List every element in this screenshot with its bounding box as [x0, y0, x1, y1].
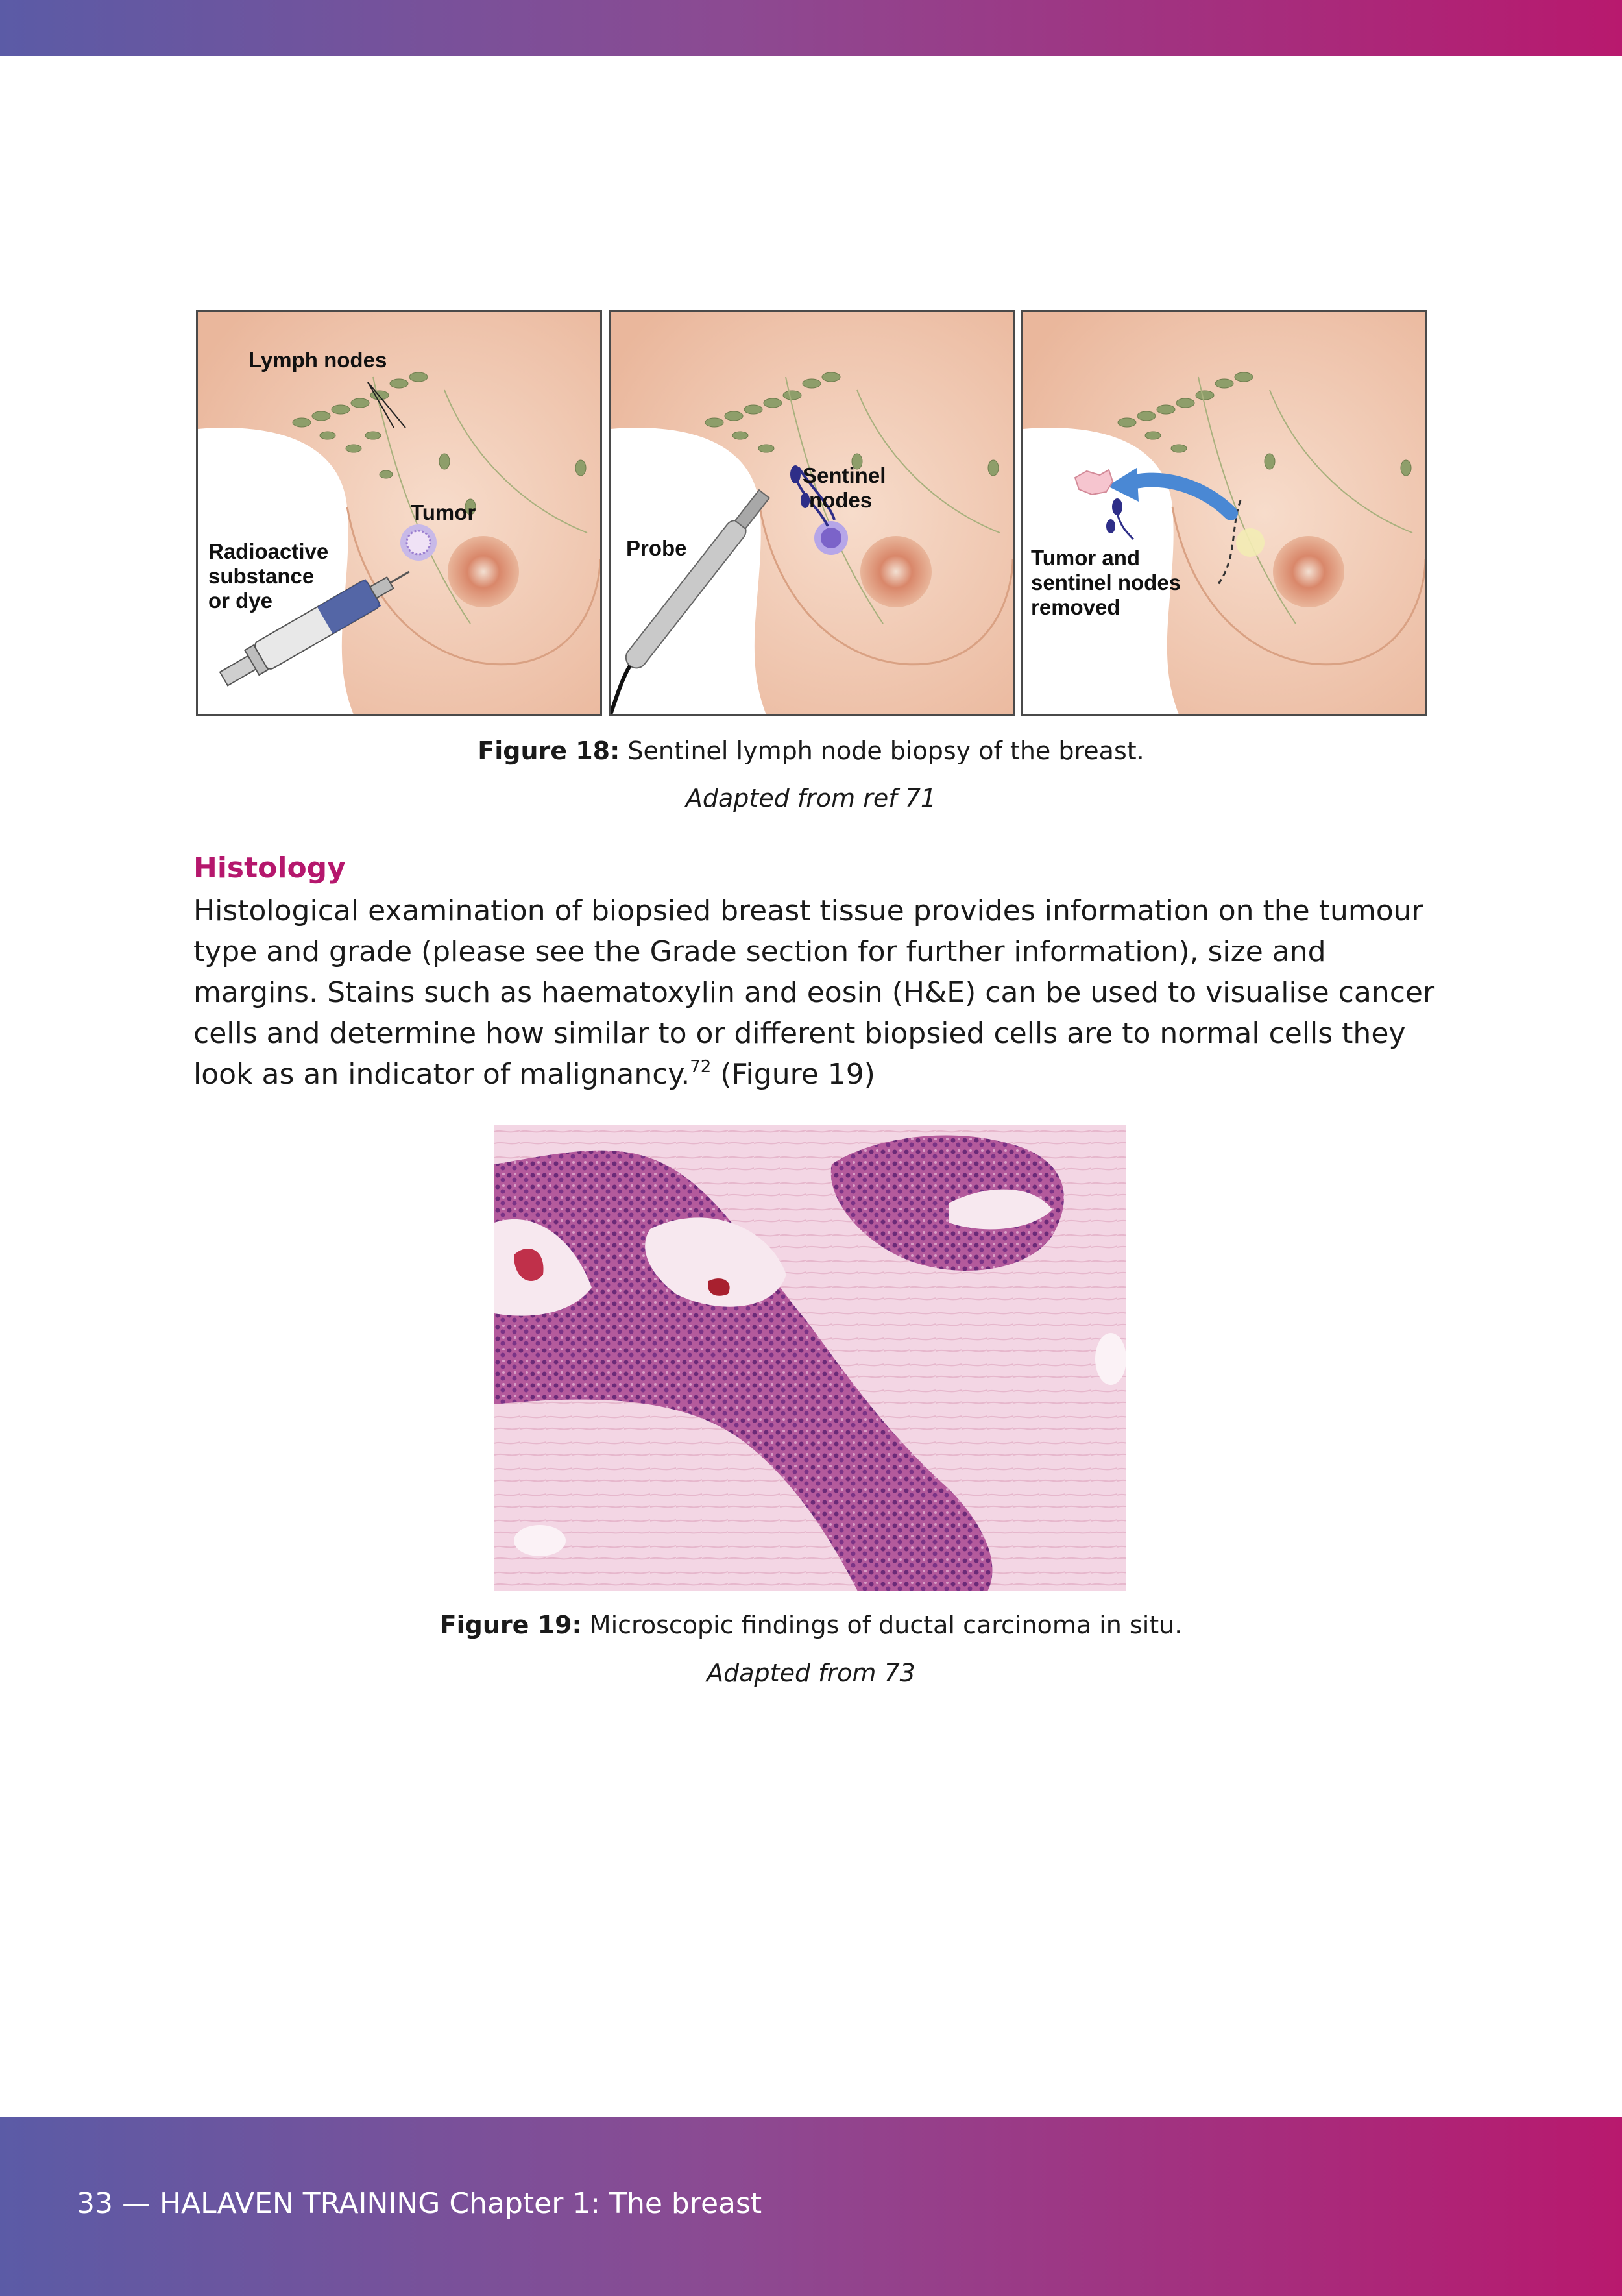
figure-18-panel-injection [196, 310, 602, 716]
figure-18-caption: Figure 18: Sentinel lymph node biopsy of the breast. [478, 737, 1144, 765]
figure-18-panel-removed [1021, 310, 1427, 716]
breast-probe-illustration [611, 312, 1013, 714]
breast-removal-illustration [1023, 312, 1425, 714]
figure-19-source: Adapted from 73 [707, 1659, 915, 1687]
figure-18-source: Adapted from ref 71 [685, 784, 937, 812]
section-heading-histology: Histology [193, 851, 346, 885]
footer-text: 33 — HALAVEN TRAINING Chapter 1: The breast [77, 2187, 762, 2220]
figure-18-panel-probe [609, 310, 1015, 716]
header-band [0, 0, 1622, 56]
figure-19-caption: Figure 19: Microscopic findings of ductal carcinoma in situ. [439, 1611, 1183, 1639]
figure-18 [196, 310, 1427, 716]
breast-injection-illustration [198, 312, 600, 714]
label-radioactive-substance: Radioactive substance or dye [208, 539, 329, 613]
dcis-histology-image [494, 1125, 1126, 1591]
label-probe: Probe [626, 536, 687, 560]
label-sentinel-nodes: Sentinel nodes [803, 463, 886, 512]
reference-superscript: 72 [690, 1057, 712, 1077]
figure-19-micrograph [494, 1125, 1126, 1591]
label-lymph-nodes: Lymph nodes [248, 348, 387, 372]
label-tumor: Tumor [411, 500, 476, 524]
histology-paragraph: Histological examination of biopsied breast tissue provides information on the tumour type and grade (please see the Grade section for further information), size and margins. Stains such as haematoxylin and eosin (H&E) can be used to visualise cancer cells and determine how similar to or different biopsied cells are to normal cells they look as an indicator of malignancy.$^{72}$ (Figure 19) [193, 894, 1435, 1091]
label-tumor-removed: Tumor and sentinel nodes removed [1031, 546, 1181, 619]
